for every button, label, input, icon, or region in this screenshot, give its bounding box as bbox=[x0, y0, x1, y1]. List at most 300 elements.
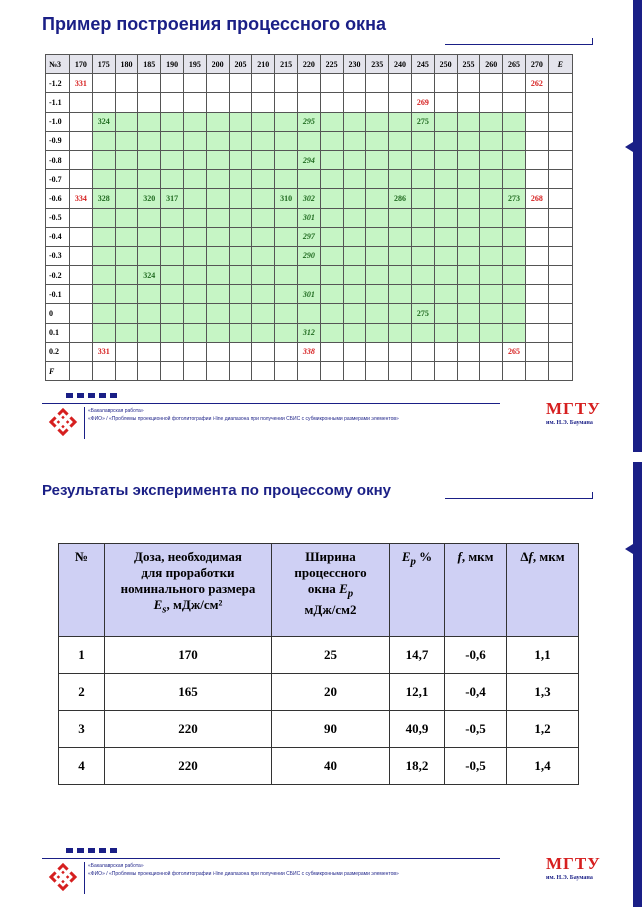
grid-column-header: 170 bbox=[70, 55, 93, 74]
header-depth-of-focus bbox=[507, 544, 579, 637]
grid-cell bbox=[206, 246, 229, 265]
grid-cell bbox=[161, 131, 184, 150]
grid-cell bbox=[183, 189, 206, 208]
grid-cell bbox=[434, 323, 457, 342]
header-dose-line1: Доза, необходимая bbox=[134, 549, 242, 564]
grid-cell bbox=[252, 323, 275, 342]
grid-cell bbox=[389, 93, 412, 112]
grid-cell bbox=[548, 208, 572, 227]
grid-row-label: -0.8 bbox=[46, 150, 70, 169]
grid-cell bbox=[70, 266, 93, 285]
grid-row-label: -0.5 bbox=[46, 208, 70, 227]
grid-cell bbox=[343, 362, 366, 381]
grid-cell bbox=[548, 342, 572, 361]
side-arrow-icon bbox=[625, 544, 633, 554]
university-emblem-icon bbox=[48, 407, 78, 437]
grid-cell bbox=[115, 189, 138, 208]
grid-cell bbox=[92, 285, 115, 304]
grid-cell bbox=[92, 246, 115, 265]
grid-cell bbox=[161, 362, 184, 381]
grid-cell bbox=[70, 112, 93, 131]
grid-cell bbox=[138, 112, 161, 131]
footer bbox=[0, 848, 642, 907]
footer-rule bbox=[42, 858, 500, 859]
header-width-unit: мДж/см2 bbox=[304, 601, 357, 617]
grid-cell bbox=[206, 112, 229, 131]
grid-value-cell: 302 bbox=[297, 189, 320, 208]
grid-value-cell: 320 bbox=[138, 189, 161, 208]
grid-cell bbox=[389, 150, 412, 169]
grid-cell bbox=[343, 304, 366, 323]
grid-cell bbox=[366, 227, 389, 246]
grid-cell bbox=[320, 227, 343, 246]
grid-column-header: 185 bbox=[138, 55, 161, 74]
grid-cell bbox=[138, 227, 161, 246]
side-arrow-icon bbox=[625, 142, 633, 152]
grid-row-label: 0.2 bbox=[46, 342, 70, 361]
grid-cell bbox=[115, 362, 138, 381]
grid-cell bbox=[411, 74, 434, 93]
grid-cell bbox=[229, 112, 252, 131]
header-ep-unit: % bbox=[415, 549, 433, 564]
grid-cell bbox=[138, 246, 161, 265]
cell-width: 90 bbox=[272, 711, 390, 748]
table-row bbox=[59, 637, 579, 674]
grid-cell bbox=[434, 150, 457, 169]
university-logo: МГТУ bbox=[546, 399, 601, 418]
grid-row bbox=[46, 131, 573, 150]
grid-cell bbox=[343, 112, 366, 131]
cell-dof: 1,4 bbox=[507, 748, 579, 785]
grid-cell bbox=[161, 112, 184, 131]
title-underline bbox=[445, 498, 593, 499]
grid-cell bbox=[275, 246, 298, 265]
grid-cell bbox=[252, 112, 275, 131]
grid-cell bbox=[275, 170, 298, 189]
grid-cell bbox=[525, 304, 548, 323]
grid-cell bbox=[138, 131, 161, 150]
grid-cell bbox=[115, 266, 138, 285]
header-dose bbox=[105, 544, 272, 637]
grid-value-cell: 310 bbox=[275, 189, 298, 208]
grid-column-header: 205 bbox=[229, 55, 252, 74]
university-emblem-icon bbox=[48, 862, 78, 892]
grid-cell bbox=[548, 74, 572, 93]
grid-cell bbox=[320, 266, 343, 285]
grid-cell bbox=[480, 74, 503, 93]
grid-cell bbox=[320, 112, 343, 131]
footer-work-type: «Бакалаврская работа» bbox=[88, 408, 144, 414]
grid-row bbox=[46, 246, 573, 265]
grid-cell bbox=[548, 362, 572, 381]
grid-cell bbox=[525, 208, 548, 227]
grid-cell bbox=[161, 74, 184, 93]
grid-cell bbox=[457, 304, 480, 323]
grid-cell bbox=[229, 150, 252, 169]
grid-cell bbox=[525, 285, 548, 304]
grid-cell bbox=[411, 323, 434, 342]
grid-cell bbox=[161, 304, 184, 323]
grid-column-header: 270 bbox=[525, 55, 548, 74]
grid-cell bbox=[389, 362, 412, 381]
grid-cell bbox=[548, 246, 572, 265]
grid-cell bbox=[275, 112, 298, 131]
grid-cell bbox=[183, 131, 206, 150]
grid-cell bbox=[275, 227, 298, 246]
grid-cell bbox=[525, 362, 548, 381]
grid-cell bbox=[183, 227, 206, 246]
grid-cell bbox=[92, 131, 115, 150]
grid-cell bbox=[503, 208, 526, 227]
grid-cell bbox=[183, 93, 206, 112]
grid-row bbox=[46, 112, 573, 131]
header-dose-line3: номинального размера bbox=[120, 581, 256, 596]
grid-cell bbox=[252, 342, 275, 361]
grid-cell bbox=[320, 208, 343, 227]
header-width-line1: Ширина bbox=[305, 549, 356, 564]
grid-cell bbox=[366, 189, 389, 208]
cell-width: 20 bbox=[272, 674, 390, 711]
grid-cell bbox=[115, 170, 138, 189]
footer-divider bbox=[84, 862, 85, 894]
grid-column-header: 215 bbox=[275, 55, 298, 74]
grid-cell bbox=[434, 131, 457, 150]
grid-cell bbox=[92, 74, 115, 93]
header-focus-symbol: f bbox=[457, 549, 462, 564]
grid-column-header: 240 bbox=[389, 55, 412, 74]
grid-cell bbox=[525, 112, 548, 131]
grid-cell bbox=[525, 131, 548, 150]
grid-value-cell: 290 bbox=[297, 246, 320, 265]
grid-cell bbox=[525, 246, 548, 265]
grid-cell bbox=[252, 74, 275, 93]
grid-cell bbox=[275, 150, 298, 169]
grid-value-cell: 269 bbox=[411, 93, 434, 112]
grid-cell bbox=[366, 246, 389, 265]
grid-cell bbox=[70, 304, 93, 323]
grid-cell bbox=[411, 150, 434, 169]
grid-cell bbox=[320, 74, 343, 93]
grid-column-header: 180 bbox=[115, 55, 138, 74]
grid-cell bbox=[389, 208, 412, 227]
grid-cell bbox=[183, 266, 206, 285]
grid-cell bbox=[320, 323, 343, 342]
grid-cell bbox=[503, 112, 526, 131]
grid-cell bbox=[138, 362, 161, 381]
grid-cell bbox=[252, 131, 275, 150]
grid-cell bbox=[275, 74, 298, 93]
table-row bbox=[59, 674, 579, 711]
cell-ep: 12,1 bbox=[390, 674, 445, 711]
grid-cell bbox=[206, 189, 229, 208]
grid-cell bbox=[115, 285, 138, 304]
grid-row-label: -1.0 bbox=[46, 112, 70, 131]
cell-ep: 14,7 bbox=[390, 637, 445, 674]
grid-cell bbox=[480, 93, 503, 112]
grid-cell bbox=[115, 74, 138, 93]
grid-cell bbox=[434, 93, 457, 112]
grid-corner-label: №3 bbox=[46, 55, 70, 74]
table-header-row bbox=[59, 544, 579, 637]
grid-cell bbox=[480, 131, 503, 150]
grid-cell bbox=[503, 246, 526, 265]
grid-cell bbox=[70, 323, 93, 342]
grid-cell bbox=[229, 246, 252, 265]
grid-cell bbox=[183, 285, 206, 304]
grid-cell bbox=[138, 342, 161, 361]
grid-cell bbox=[92, 304, 115, 323]
grid-cell bbox=[115, 93, 138, 112]
grid-cell bbox=[548, 189, 572, 208]
grid-cell bbox=[320, 362, 343, 381]
grid-cell bbox=[183, 74, 206, 93]
grid-cell bbox=[389, 112, 412, 131]
grid-cell bbox=[457, 93, 480, 112]
grid-cell bbox=[366, 170, 389, 189]
grid-column-header: 210 bbox=[252, 55, 275, 74]
grid-cell bbox=[206, 74, 229, 93]
grid-row bbox=[46, 189, 573, 208]
grid-row-label: -0.2 bbox=[46, 266, 70, 285]
grid-cell bbox=[434, 246, 457, 265]
grid-row bbox=[46, 170, 573, 189]
grid-value-cell: 324 bbox=[138, 266, 161, 285]
grid-cell bbox=[115, 227, 138, 246]
grid-cell bbox=[480, 304, 503, 323]
grid-cell bbox=[503, 323, 526, 342]
grid-cell bbox=[138, 304, 161, 323]
grid-cell bbox=[183, 208, 206, 227]
grid-cell bbox=[115, 112, 138, 131]
grid-cell bbox=[434, 285, 457, 304]
footer-work-title: «ФИО» / «Проблемы проекционной фотолитографии i-line диапазона при получении СБИС с субмикронными размерами элементов» bbox=[88, 416, 399, 422]
grid-cell bbox=[275, 93, 298, 112]
grid-cell bbox=[366, 285, 389, 304]
page-title: Пример построения процессного окна bbox=[42, 14, 386, 34]
grid-cell bbox=[252, 150, 275, 169]
grid-cell bbox=[320, 131, 343, 150]
grid-cell bbox=[229, 266, 252, 285]
grid-row-label: -1.2 bbox=[46, 74, 70, 93]
grid-column-header: 190 bbox=[161, 55, 184, 74]
grid-cell bbox=[115, 342, 138, 361]
grid-cell bbox=[457, 246, 480, 265]
grid-cell bbox=[206, 131, 229, 150]
grid-cell bbox=[389, 266, 412, 285]
grid-cell bbox=[229, 74, 252, 93]
cell-width: 40 bbox=[272, 748, 390, 785]
grid-cell bbox=[480, 208, 503, 227]
header-width-symbol: E bbox=[339, 581, 348, 596]
grid-cell bbox=[503, 285, 526, 304]
footer-divider bbox=[84, 407, 85, 439]
grid-cell bbox=[161, 150, 184, 169]
grid-cell bbox=[457, 362, 480, 381]
grid-column-header: 230 bbox=[343, 55, 366, 74]
grid-cell bbox=[457, 170, 480, 189]
grid-cell bbox=[92, 266, 115, 285]
grid-cell bbox=[525, 170, 548, 189]
grid-cell bbox=[206, 342, 229, 361]
grid-cell bbox=[480, 227, 503, 246]
footer-dots bbox=[66, 393, 117, 398]
grid-cell bbox=[366, 323, 389, 342]
header-dose-unit: , мДж/см² bbox=[166, 597, 223, 612]
grid-cell bbox=[275, 323, 298, 342]
header-width-subscript: p bbox=[347, 587, 354, 600]
cell-focus: -0,5 bbox=[445, 711, 507, 748]
grid-row-label: 0.1 bbox=[46, 323, 70, 342]
cell-ep: 18,2 bbox=[390, 748, 445, 785]
grid-cell bbox=[252, 285, 275, 304]
grid-cell bbox=[297, 362, 320, 381]
grid-row-label: -0.1 bbox=[46, 285, 70, 304]
grid-cell bbox=[206, 266, 229, 285]
grid-cell bbox=[92, 150, 115, 169]
header-dose-symbol: E bbox=[153, 597, 163, 612]
header-dose-line2: для проработки bbox=[141, 565, 235, 580]
slide-experiment-results bbox=[0, 454, 642, 907]
cell-dose: 220 bbox=[105, 748, 272, 785]
grid-cell bbox=[548, 323, 572, 342]
grid-cell bbox=[320, 342, 343, 361]
grid-column-header: 255 bbox=[457, 55, 480, 74]
grid-cell bbox=[480, 266, 503, 285]
grid-cell bbox=[480, 323, 503, 342]
grid-cell bbox=[206, 323, 229, 342]
grid-row-label: -0.6 bbox=[46, 189, 70, 208]
grid-cell bbox=[411, 246, 434, 265]
cell-dose: 220 bbox=[105, 711, 272, 748]
grid-cell bbox=[297, 170, 320, 189]
grid-cell bbox=[252, 170, 275, 189]
grid-cell bbox=[229, 342, 252, 361]
grid-cell bbox=[434, 74, 457, 93]
grid-cell bbox=[183, 342, 206, 361]
header-dof-symbol: f bbox=[528, 549, 533, 564]
grid-column-header: 225 bbox=[320, 55, 343, 74]
grid-cell bbox=[548, 266, 572, 285]
footer-rule bbox=[42, 403, 500, 404]
grid-cell bbox=[161, 208, 184, 227]
grid-cell bbox=[275, 304, 298, 323]
grid-cell bbox=[503, 170, 526, 189]
grid-cell bbox=[320, 189, 343, 208]
grid-cell bbox=[503, 266, 526, 285]
grid-cell bbox=[297, 93, 320, 112]
grid-row bbox=[46, 304, 573, 323]
grid-cell bbox=[252, 304, 275, 323]
grid-cell bbox=[343, 266, 366, 285]
grid-column-header: 235 bbox=[366, 55, 389, 74]
grid-axis-f-label: F bbox=[46, 362, 70, 381]
cell-focus: -0,5 bbox=[445, 748, 507, 785]
header-dof-unit: , мкм bbox=[532, 549, 565, 564]
grid-cell bbox=[138, 208, 161, 227]
grid-cell bbox=[366, 74, 389, 93]
grid-cell bbox=[457, 208, 480, 227]
cell-dof: 1,3 bbox=[507, 674, 579, 711]
grid-cell bbox=[183, 170, 206, 189]
grid-cell bbox=[229, 189, 252, 208]
grid-cell bbox=[297, 74, 320, 93]
header-dose-subscript: s bbox=[162, 603, 167, 616]
title-underline bbox=[445, 44, 593, 45]
grid-cell bbox=[343, 131, 366, 150]
grid-cell bbox=[525, 342, 548, 361]
grid-cell bbox=[548, 131, 572, 150]
grid-cell bbox=[525, 323, 548, 342]
cell-number: 1 bbox=[59, 637, 105, 674]
grid-cell bbox=[206, 285, 229, 304]
grid-cell bbox=[206, 170, 229, 189]
grid-cell bbox=[115, 323, 138, 342]
grid-cell bbox=[320, 285, 343, 304]
grid-value-cell: 301 bbox=[297, 208, 320, 227]
grid-cell bbox=[275, 131, 298, 150]
grid-cell bbox=[70, 131, 93, 150]
grid-cell bbox=[503, 227, 526, 246]
grid-value-cell: 273 bbox=[503, 189, 526, 208]
grid-cell bbox=[92, 170, 115, 189]
grid-value-cell: 301 bbox=[297, 285, 320, 304]
grid-cell bbox=[343, 342, 366, 361]
grid-cell bbox=[411, 189, 434, 208]
grid-cell bbox=[343, 246, 366, 265]
grid-cell bbox=[366, 208, 389, 227]
grid-cell bbox=[161, 323, 184, 342]
header-window-width bbox=[272, 544, 390, 637]
grid-value-cell: 295 bbox=[297, 112, 320, 131]
grid-cell bbox=[457, 342, 480, 361]
grid-value-cell: 331 bbox=[70, 74, 93, 93]
grid-cell bbox=[297, 131, 320, 150]
grid-cell bbox=[92, 208, 115, 227]
grid-cell bbox=[229, 285, 252, 304]
grid-cell bbox=[548, 93, 572, 112]
grid-cell bbox=[70, 93, 93, 112]
grid-cell bbox=[183, 362, 206, 381]
grid-cell bbox=[206, 150, 229, 169]
grid-cell bbox=[115, 131, 138, 150]
cell-number: 3 bbox=[59, 711, 105, 748]
grid-cell bbox=[115, 304, 138, 323]
grid-cell bbox=[138, 323, 161, 342]
grid-column-header: 245 bbox=[411, 55, 434, 74]
grid-cell bbox=[229, 93, 252, 112]
grid-cell bbox=[548, 285, 572, 304]
grid-cell bbox=[434, 266, 457, 285]
grid-cell bbox=[206, 93, 229, 112]
header-width-line2: процессного bbox=[294, 565, 367, 580]
page-title: Результаты эксперимента по процессому окну bbox=[42, 482, 391, 499]
grid-cell bbox=[343, 93, 366, 112]
process-window-grid bbox=[45, 54, 573, 381]
grid-row bbox=[46, 342, 573, 361]
grid-cell bbox=[206, 362, 229, 381]
cell-ep: 40,9 bbox=[390, 711, 445, 748]
grid-cell bbox=[389, 131, 412, 150]
grid-cell bbox=[366, 362, 389, 381]
grid-cell bbox=[480, 246, 503, 265]
grid-cell bbox=[343, 227, 366, 246]
grid-cell bbox=[92, 93, 115, 112]
grid-cell bbox=[70, 170, 93, 189]
grid-cell bbox=[411, 170, 434, 189]
grid-row bbox=[46, 150, 573, 169]
results-table bbox=[58, 543, 579, 785]
grid-cell bbox=[229, 362, 252, 381]
